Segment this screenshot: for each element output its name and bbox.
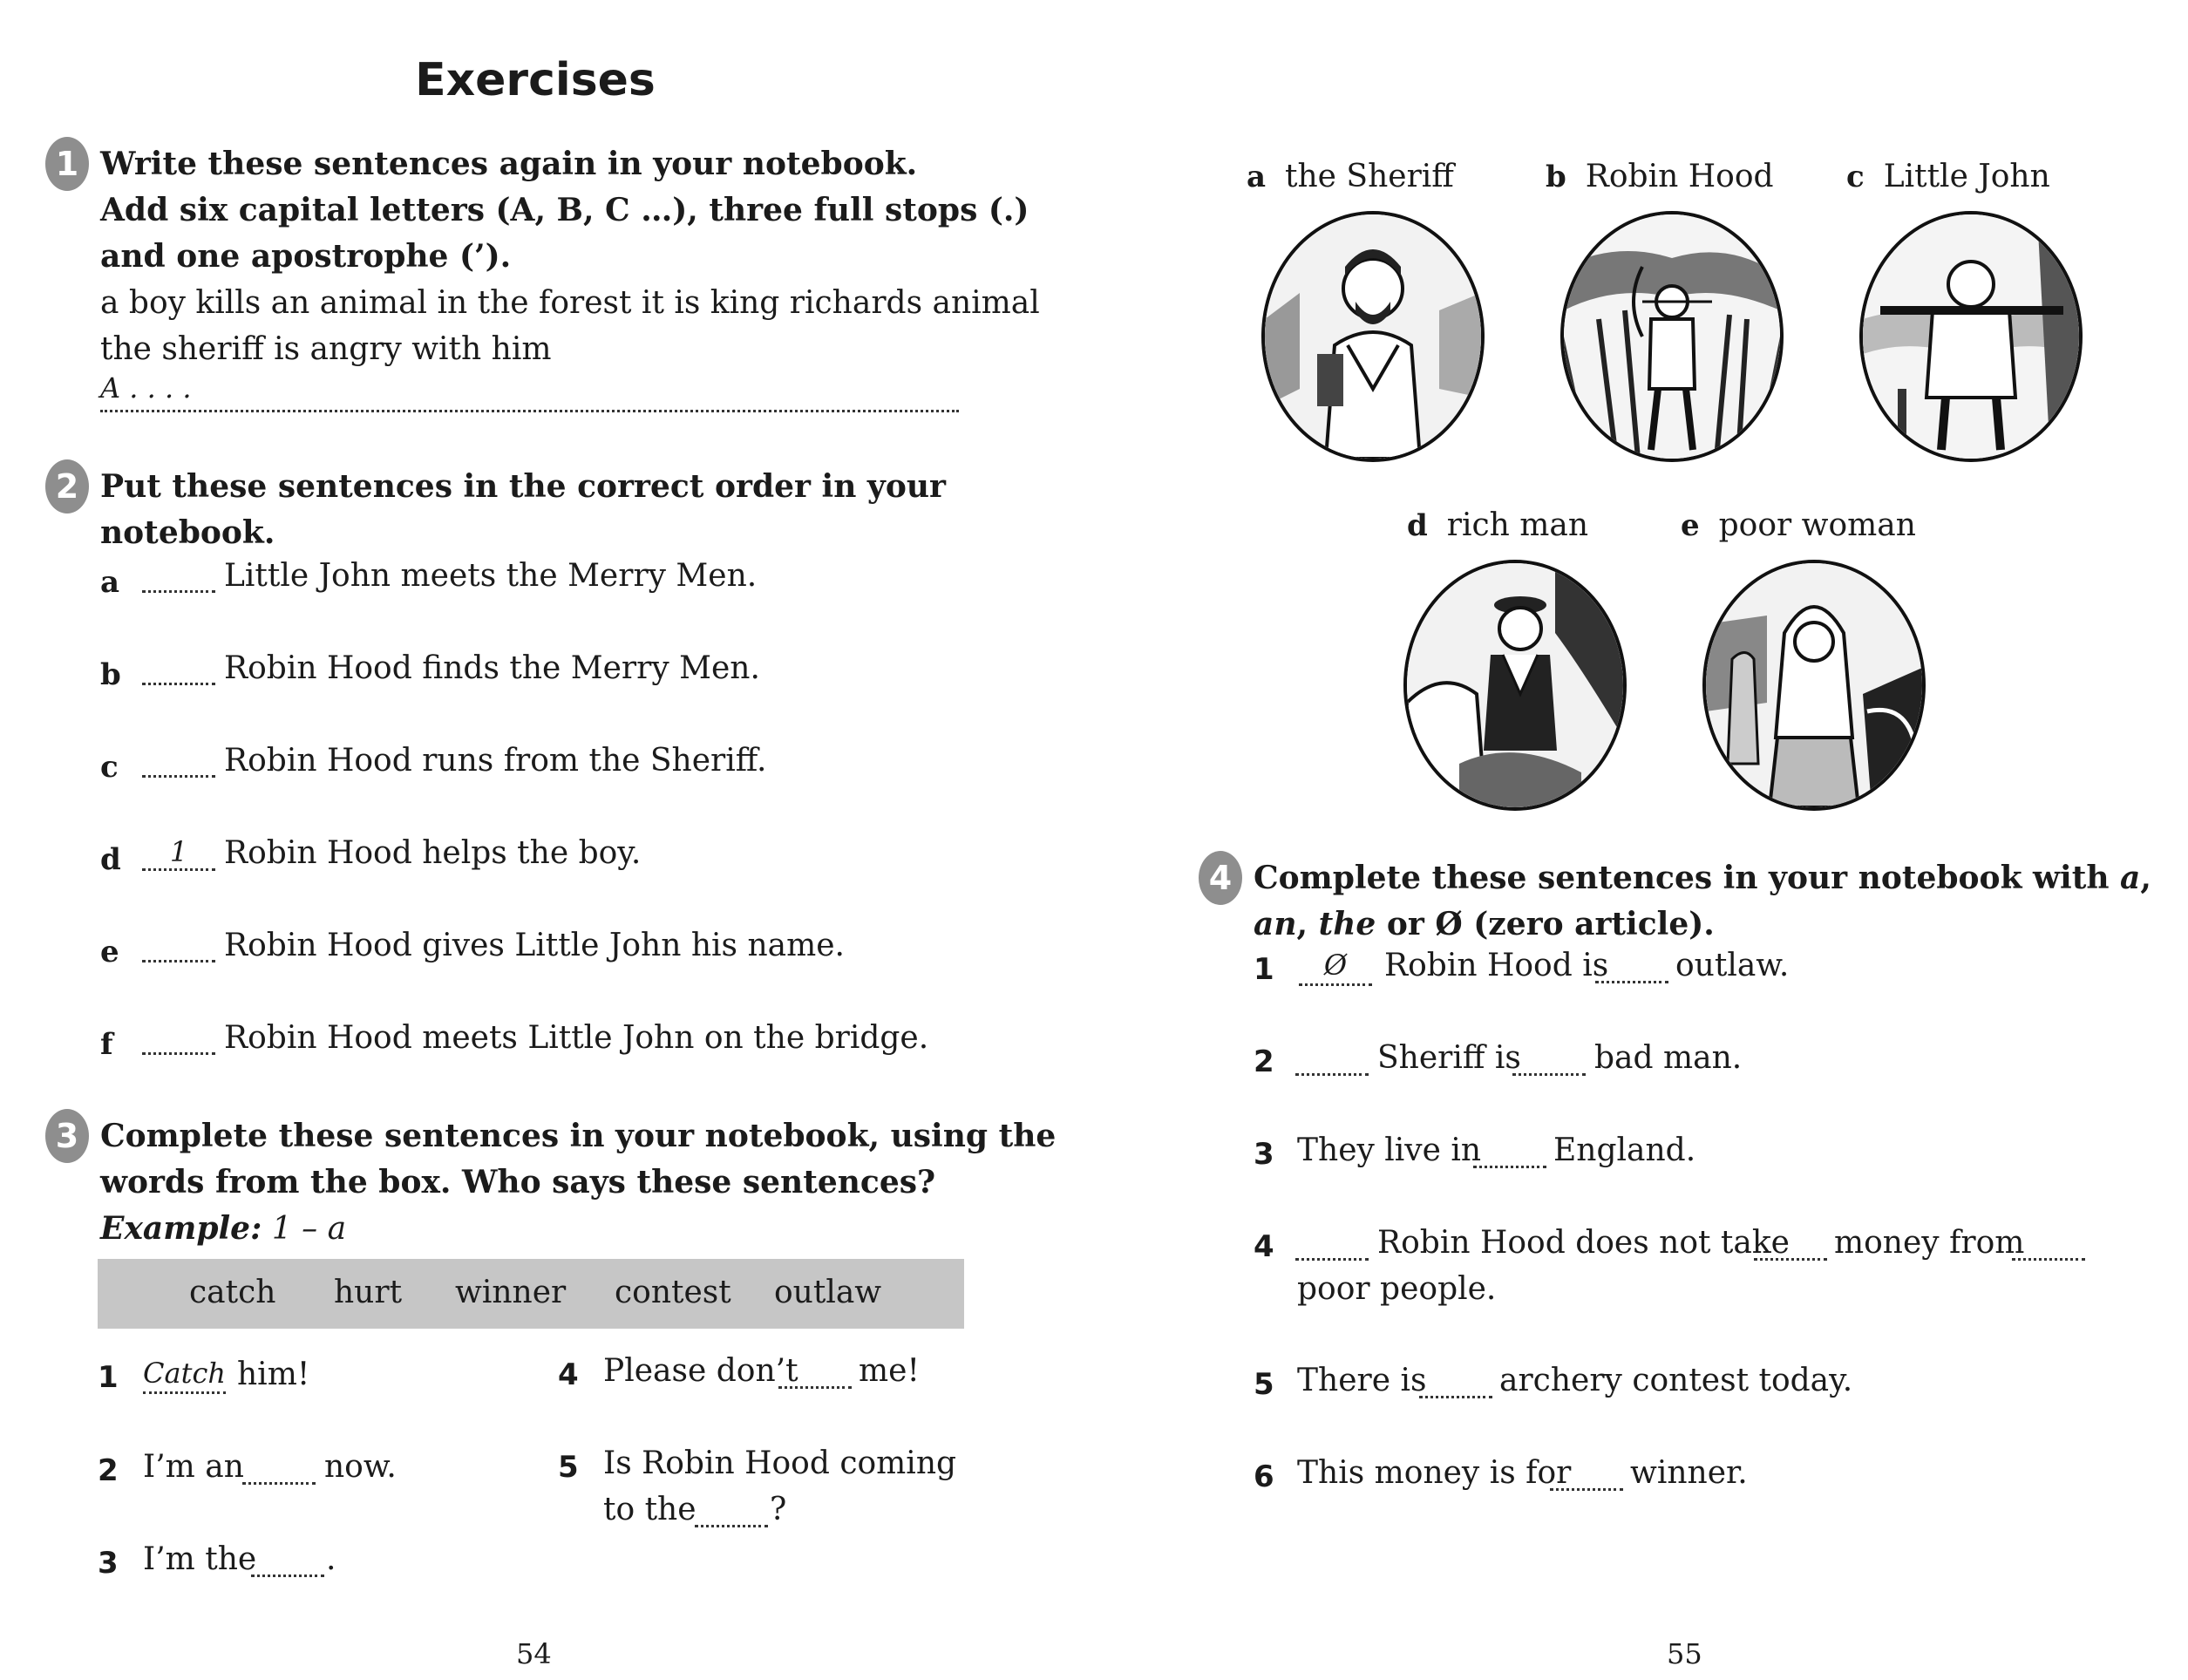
item-text: Robin Hood meets Little John on the bridge. bbox=[224, 1020, 929, 1056]
answer-blank bbox=[242, 1473, 316, 1485]
box-word: hurt bbox=[334, 1275, 403, 1310]
item-text: This money is for bbox=[1297, 1455, 1572, 1491]
item-text-before: I’m the bbox=[143, 1541, 257, 1577]
exercise-1-answer-start: A . . . . bbox=[100, 371, 192, 405]
item-letter: f bbox=[100, 1027, 113, 1062]
page-number-left: 54 bbox=[516, 1637, 552, 1670]
exercise-4-instruction-line-1 bbox=[1254, 855, 2151, 901]
box-word: catch bbox=[189, 1275, 276, 1310]
exercise-2-number: 2 bbox=[45, 459, 89, 514]
exercise-1-number: 1 bbox=[45, 137, 89, 191]
item-letter: b bbox=[100, 657, 121, 692]
little-john-illustration bbox=[1859, 211, 2083, 462]
caption-letter: a bbox=[1247, 160, 1267, 194]
box-word: winner bbox=[455, 1275, 567, 1310]
item-text: archery contest today. bbox=[1499, 1363, 1853, 1398]
example-value: 1 – a bbox=[271, 1211, 347, 1247]
exercise-3-instruction-line-1: Complete these sentences in your notebook, using the bbox=[100, 1118, 1057, 1154]
item-text-line-2: poor people. bbox=[1297, 1271, 1497, 1307]
caption-label: Robin Hood bbox=[1585, 159, 1774, 194]
answer-blank bbox=[1754, 1249, 1827, 1261]
robin-hood-illustration bbox=[1560, 211, 1784, 462]
item-text: England. bbox=[1553, 1132, 1696, 1168]
answer-blank bbox=[1295, 1249, 1369, 1261]
item-text: Robin Hood does not take bbox=[1377, 1225, 1790, 1261]
example-label: Example: bbox=[100, 1210, 262, 1247]
item-number: 3 bbox=[98, 1546, 119, 1581]
item-letter: a bbox=[100, 565, 120, 600]
item-text-before: to the bbox=[603, 1492, 696, 1527]
item-letter: c bbox=[100, 750, 119, 785]
answer-blank bbox=[778, 1377, 852, 1389]
answer-blank bbox=[142, 674, 215, 685]
exercise-2-instruction-line-1: Put these sentences in the correct order in your bbox=[100, 468, 946, 505]
answer-blank bbox=[2012, 1249, 2085, 1261]
item-text-after: ? bbox=[770, 1492, 787, 1527]
item-number: 3 bbox=[1254, 1137, 1274, 1172]
instruction-text: , bbox=[2140, 860, 2151, 896]
picture-caption-b bbox=[1546, 159, 1774, 194]
item-text-before: I’m an bbox=[143, 1449, 244, 1485]
item-text: Robin Hood helps the boy. bbox=[224, 835, 642, 871]
caption-label: poor woman bbox=[1718, 507, 1916, 543]
answer-blank bbox=[142, 766, 215, 778]
exercise-4-number: 4 bbox=[1199, 851, 1242, 905]
caption-label: the Sheriff bbox=[1285, 159, 1454, 194]
item-number: 4 bbox=[558, 1357, 579, 1392]
picture-caption-c bbox=[1846, 159, 2050, 194]
picture-caption-d bbox=[1407, 507, 1588, 543]
sheriff-illustration bbox=[1261, 211, 1485, 462]
instruction-text: , bbox=[1296, 906, 1319, 942]
caption-label: rich man bbox=[1446, 507, 1589, 543]
answer-blank bbox=[1595, 972, 1668, 983]
caption-letter: e bbox=[1681, 508, 1700, 543]
answer-blank bbox=[142, 951, 215, 962]
instruction-text: or Ø (zero article). bbox=[1376, 906, 1715, 942]
exercise-3-number: 3 bbox=[45, 1109, 89, 1163]
item-text: money from bbox=[1834, 1225, 2025, 1261]
item-number: 5 bbox=[1254, 1367, 1274, 1402]
answer-blank bbox=[1473, 1157, 1546, 1168]
item-number: 1 bbox=[98, 1360, 119, 1395]
poor-woman-illustration bbox=[1702, 560, 1926, 811]
exercise-1-instruction-line-1: Write these sentences again in your notebook. bbox=[100, 146, 918, 182]
answer-blank-filled: Catch bbox=[143, 1357, 226, 1394]
item-number: 4 bbox=[1254, 1229, 1274, 1264]
item-text-before: Please don’t bbox=[603, 1353, 798, 1389]
exercise-1-instruction-line-2: Add six capital letters (A, B, C …), three full stops (.) bbox=[100, 192, 1029, 228]
item-text: They live in bbox=[1297, 1132, 1482, 1168]
item-text: There is bbox=[1297, 1363, 1427, 1398]
item-text: Sheriff is bbox=[1377, 1040, 1521, 1076]
item-text: Little John meets the Merry Men. bbox=[224, 558, 758, 594]
box-word: outlaw bbox=[774, 1275, 882, 1310]
item-text-after: . bbox=[326, 1541, 336, 1577]
item-text: outlaw. bbox=[1675, 948, 1790, 983]
exercise-3-instruction-line-2: words from the box. Who says these sentences? bbox=[100, 1164, 936, 1200]
item-number: 2 bbox=[1254, 1044, 1274, 1079]
item-text: winner. bbox=[1630, 1455, 1748, 1491]
item-text: him! bbox=[237, 1357, 310, 1392]
page-title: Exercises bbox=[415, 54, 656, 106]
item-text-after: now. bbox=[324, 1449, 397, 1485]
caption-letter: c bbox=[1846, 160, 1865, 194]
item-number: 1 bbox=[1254, 952, 1274, 987]
item-text: Robin Hood is bbox=[1384, 948, 1609, 983]
answer-blank bbox=[695, 1516, 768, 1527]
answer-blank-filled: Ø bbox=[1299, 949, 1372, 986]
exercise-2-instruction-line-2: notebook. bbox=[100, 514, 275, 551]
exercise-1-instruction-line-3: and one apostrophe (’). bbox=[100, 238, 512, 275]
answer-blank bbox=[142, 1044, 215, 1055]
item-letter: d bbox=[100, 842, 121, 877]
caption-label: Little John bbox=[1883, 159, 2050, 194]
rich-man-illustration bbox=[1403, 560, 1627, 811]
item-text-line-1: Is Robin Hood coming bbox=[603, 1445, 957, 1481]
instruction-article: the bbox=[1318, 906, 1376, 942]
answer-blank bbox=[1512, 1064, 1586, 1076]
exercise-1-text-line-2: the sheriff is angry with him bbox=[100, 331, 552, 367]
picture-caption-a bbox=[1247, 159, 1454, 194]
answer-blank-filled: 1 bbox=[142, 835, 215, 871]
answer-blank bbox=[1295, 1064, 1369, 1076]
item-text-after: me! bbox=[859, 1353, 920, 1389]
item-number: 2 bbox=[98, 1453, 119, 1488]
answer-blank bbox=[1550, 1479, 1623, 1491]
answer-blank bbox=[1419, 1387, 1492, 1398]
answer-blank bbox=[142, 582, 215, 593]
item-number: 5 bbox=[558, 1450, 579, 1485]
exercise-3-example bbox=[100, 1206, 346, 1252]
item-number: 6 bbox=[1254, 1459, 1274, 1494]
exercise-1-answer-line bbox=[100, 371, 959, 412]
instruction-text: Complete these sentences in your notebook with bbox=[1254, 860, 2121, 896]
picture-caption-e bbox=[1681, 507, 1916, 543]
item-text: Robin Hood gives Little John his name. bbox=[224, 928, 846, 963]
exercise-1-text-line-1: a boy kills an animal in the forest it is king richards animal bbox=[100, 285, 1040, 321]
page-number-right: 55 bbox=[1667, 1637, 1702, 1670]
caption-letter: b bbox=[1546, 160, 1566, 194]
answer-blank bbox=[251, 1566, 324, 1577]
box-word: contest bbox=[615, 1275, 731, 1310]
item-text: bad man. bbox=[1594, 1040, 1743, 1076]
exercise-4-instruction-line-2 bbox=[1254, 901, 1715, 948]
item-text: Robin Hood runs from the Sheriff. bbox=[224, 743, 767, 779]
item-text: Robin Hood finds the Merry Men. bbox=[224, 650, 760, 686]
item-letter: e bbox=[100, 935, 119, 969]
caption-letter: d bbox=[1407, 508, 1428, 543]
instruction-article: a bbox=[2120, 860, 2141, 896]
instruction-article: an bbox=[1254, 906, 1297, 942]
